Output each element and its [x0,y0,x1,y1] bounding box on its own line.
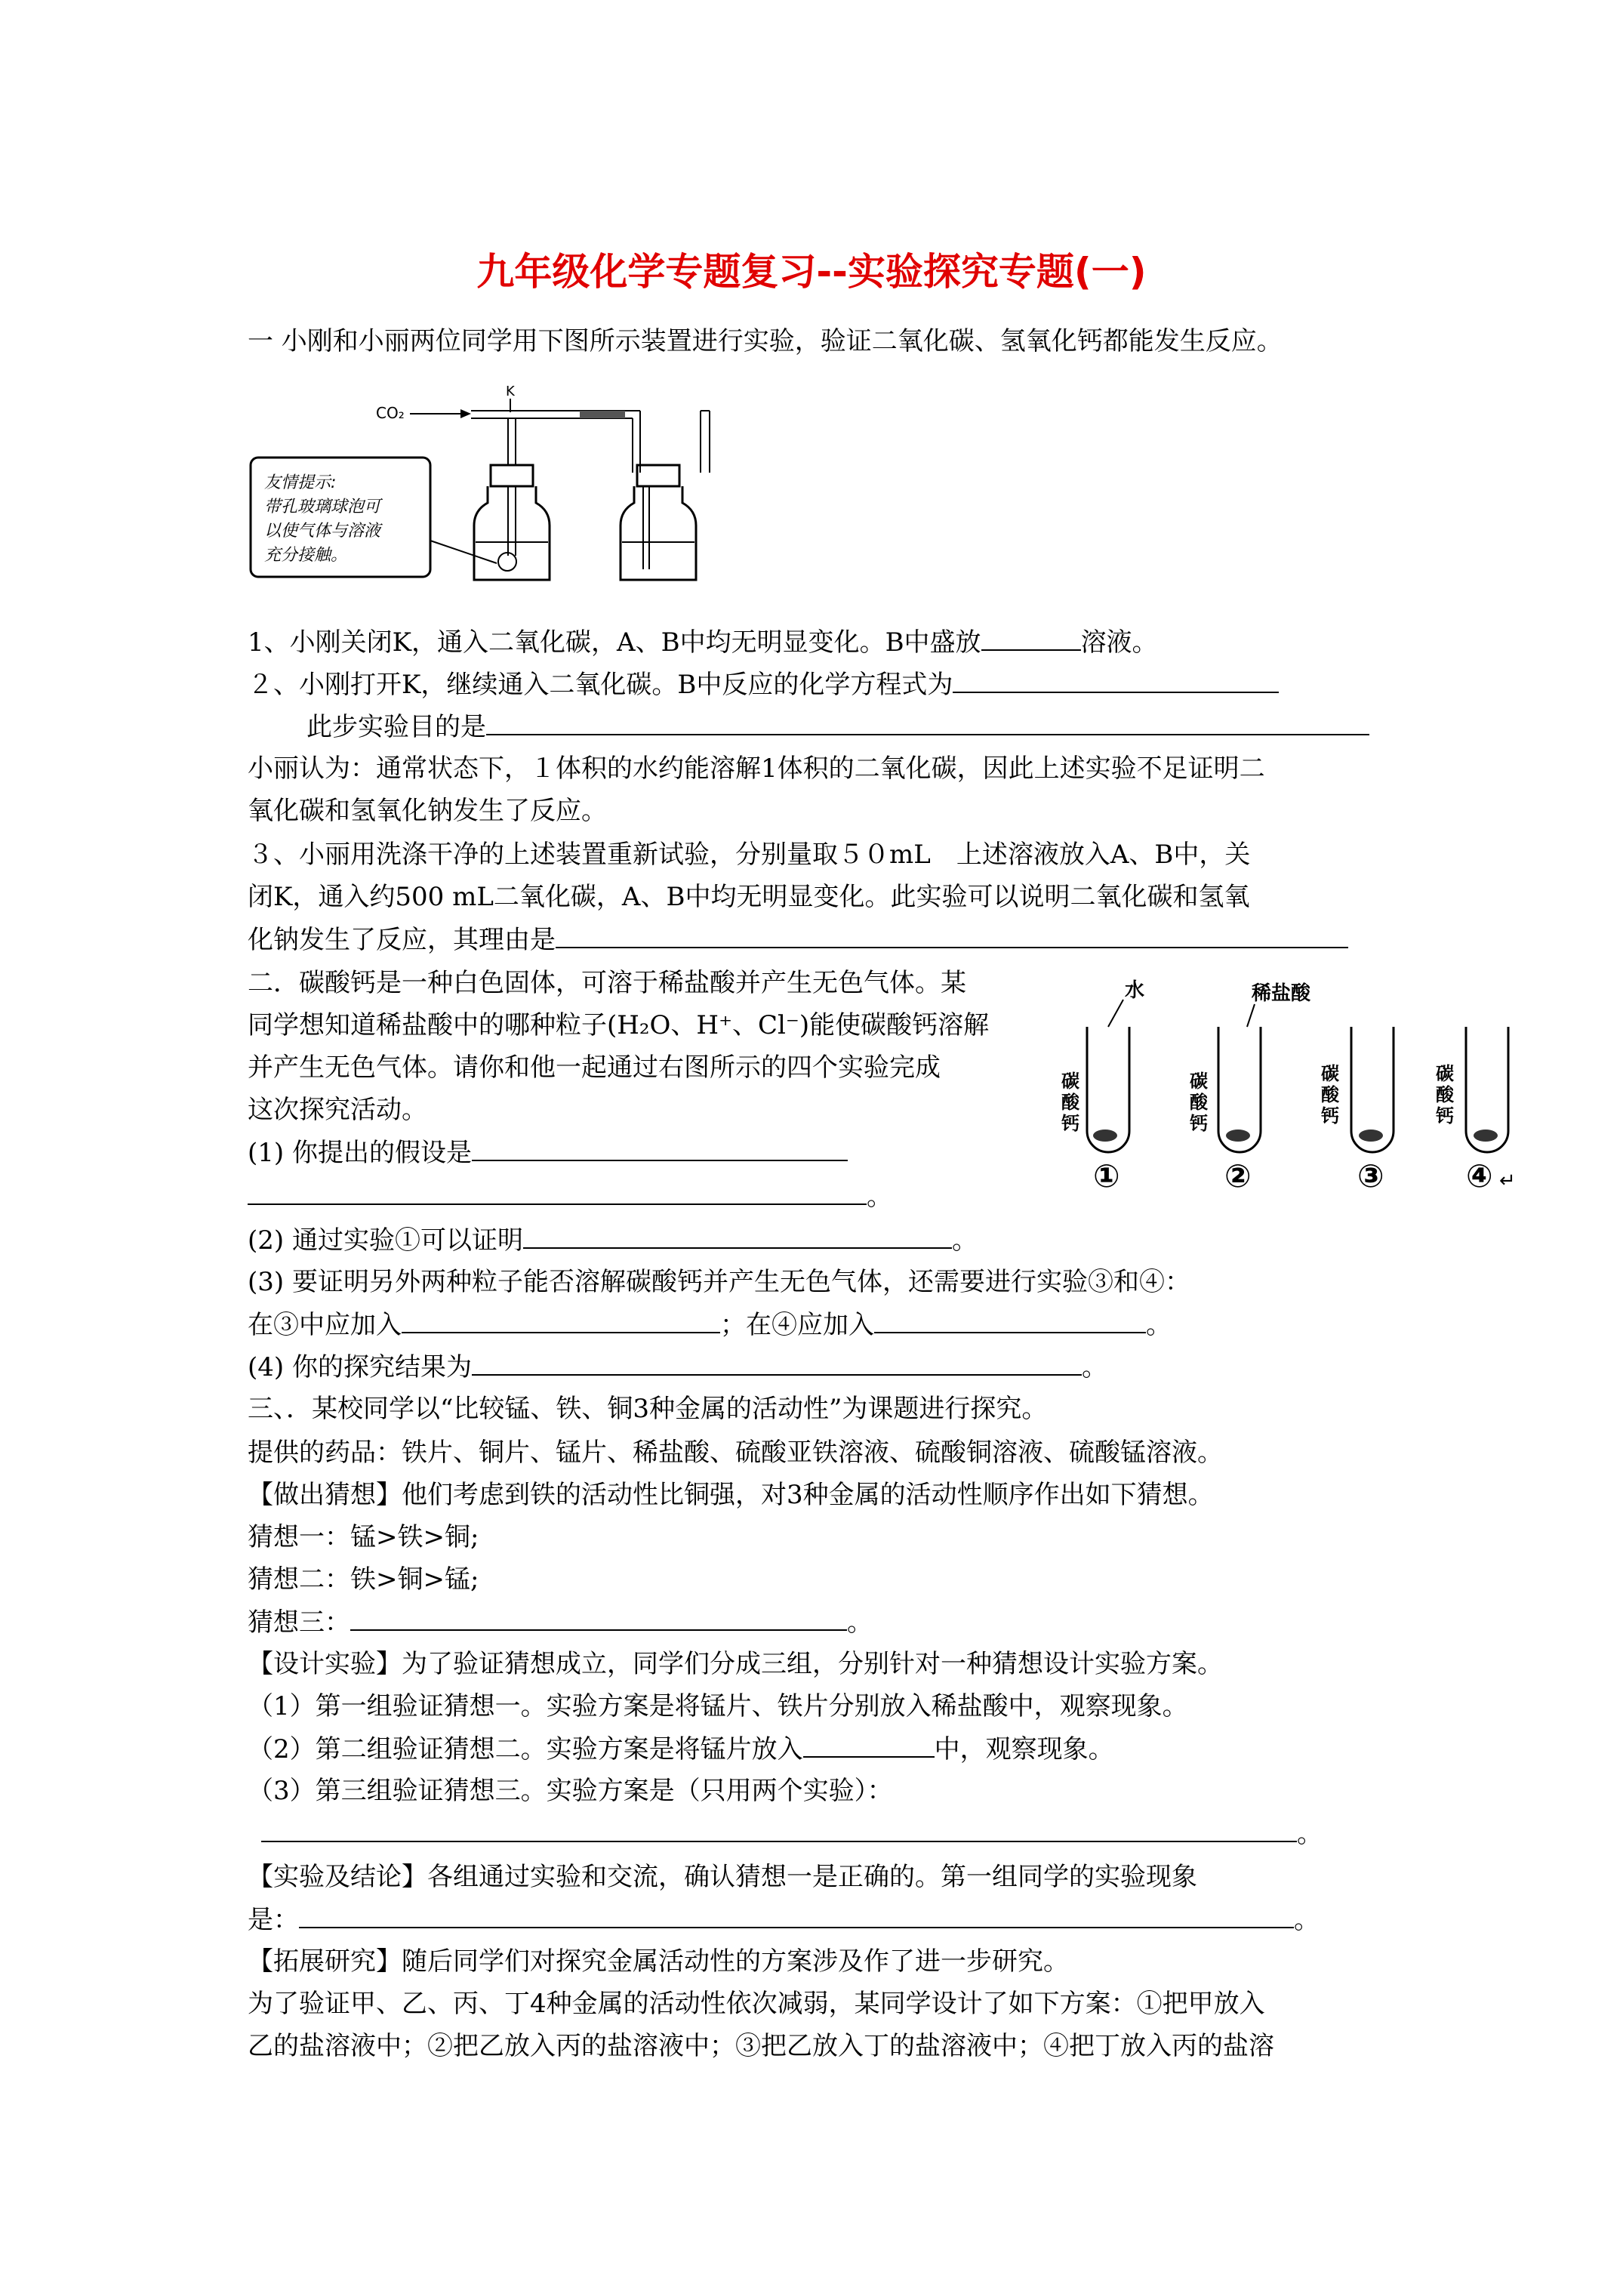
solid-3 [1359,1130,1383,1142]
answer-blank-8[interactable] [402,1308,720,1333]
hint-line-2: 带孔玻璃球泡可 [264,498,381,516]
q3-extension-1: 【拓展研究】随后同学们对探究金属活动性的方案涉及作了进一步研究。 [248,1946,1069,1977]
svg-text:钙: 钙 [1190,1113,1208,1134]
q1-xiaoli-2: 氧化碳和氢氧化钠发生了反应。 [248,796,607,826]
answer-blank-11[interactable] [350,1605,847,1631]
q3-conclusion-2: 是： 。 [248,1903,1320,1937]
q3-exp-1: （1）第一组验证猜想一。实验方案是将锰片、铁片分别放入稀盐酸中，观察现象。 [248,1691,1188,1721]
svg-text:碳: 碳 [1321,1063,1339,1084]
answer-blank-5[interactable] [472,1136,848,1161]
acid-label: 稀盐酸 [1252,982,1311,1005]
q2-line-2: 同学想知道稀盐酸中的哪种粒子(H₂O、H⁺、Cl⁻)能使碳酸钙溶解 [248,1010,990,1040]
hint-line-4: 充分接触。 [264,546,348,565]
gas-apparatus-figure [248,374,723,586]
q3-guess-2: 猜想二：铁>铜>锰; [248,1564,479,1595]
page-title: 九年级化学专题复习--实验探究专题(一) [476,250,1147,294]
q1-step2-purpose: 此步实验目的是 [306,710,1369,744]
q3-exp-2: （2）第二组验证猜想二。实验方案是将锰片放入 中，观察现象。 [248,1732,1114,1766]
return-mark: ↵ [1499,1170,1516,1192]
q1-step2: ２、小刚打开K，继续通入二氧化碳。B中反应的化学方程式为 [248,667,1279,701]
stopper-b [637,465,679,486]
svg-text:碳: 碳 [1061,1071,1079,1092]
answer-blank-7[interactable] [523,1223,952,1249]
rubber-joint [580,411,625,418]
svg-text:酸: 酸 [1190,1092,1208,1113]
q2-line-1: 二．碳酸钙是一种白色固体，可溶于稀盐酸并产生无色气体。某 [248,968,966,998]
q2-part3-blanks: 在③中应加入 ；在④应加入 。 [248,1308,1172,1342]
q3-line-2: 提供的药品：铁片、铜片、锰片、稀盐酸、硫酸亚铁溶液、硫酸铜溶液、硫酸锰溶液。 [248,1438,1223,1468]
svg-text:酸: 酸 [1436,1084,1454,1105]
q1-xiaoli-1: 小丽认为：通常状态下，１体积的水约能溶解1体积的二氧化碳，因此上述实验不足证明二 [248,754,1265,784]
answer-blank-2[interactable] [953,667,1279,693]
q1-step3-3: 化钠发生了反应，其理由是 [248,923,1348,957]
svg-text:碳: 碳 [1190,1071,1208,1092]
q3-line-7: 【设计实验】为了验证猜想成立，同学们分成三组，分别针对一种猜想设计实验方案。 [248,1649,1223,1679]
svg-text:钙: 钙 [1061,1113,1079,1134]
q2-part2: (2) 通过实验①可以证明 。 [248,1223,978,1257]
q2-part3: (3) 要证明另外两种粒子能否溶解碳酸钙并产生无色气体，还需要进行实验③和④： [248,1267,1190,1297]
svg-text:钙: 钙 [1321,1105,1339,1126]
answer-blank-4[interactable] [556,923,1348,948]
q3-extension-2: 为了验证甲、乙、丙、丁4种金属的活动性依次减弱，某同学设计了如下方案：①把甲放入 [248,1989,1265,2019]
solid-4 [1474,1130,1498,1142]
q1-step1: 1、小刚关闭K，通入二氧化碳，A、B中均无明显变化。B中盛放 溶液。 [248,625,1158,659]
q3-exp-3: （3）第三组验证猜想三。实验方案是（只用两个实验）： [248,1776,893,1806]
q2-part4: (4) 你的探究结果为 。 [248,1350,1107,1384]
q3-guess-3: 猜想三： 。 [248,1605,873,1639]
q3-extension-3: 乙的盐溶液中；②把乙放入丙的盐溶液中；③把乙放入丁的盐溶液中；④把丁放入丙的盐溶 [248,2031,1274,2061]
k-label: K [506,384,515,399]
svg-text:酸: 酸 [1061,1092,1079,1113]
tube-number-1: ① [1093,1157,1120,1194]
svg-text:酸: 酸 [1321,1084,1339,1105]
answer-blank-12[interactable] [803,1732,935,1758]
q2-line-4: 这次探究活动。 [248,1095,427,1125]
test-tube-figure [1057,974,1525,1208]
tube-number-2: ② [1224,1157,1252,1194]
svg-text:碳: 碳 [1436,1063,1454,1084]
answer-blank-9[interactable] [874,1308,1146,1333]
stopper-a [491,465,533,486]
q1-step3-1: ３、小丽用洗涤干净的上述装置重新试验，分别量取５０mL 上述溶液放入A、B中，关 [248,840,1251,870]
bottle-b [621,486,696,580]
q3-line-1: 三、．某校同学以“比较锰、铁、铜3种金属的活动性”为课题进行探究。 [248,1394,1048,1424]
hint-line-1: 友情提示: [264,473,337,492]
q3-line-3: 【做出猜想】他们考虑到铁的活动性比铜强，对3种金属的活动性顺序作出如下猜想。 [248,1480,1214,1510]
answer-blank-10[interactable] [472,1350,1082,1376]
q3-guess-1: 猜想一：锰>铁>铜; [248,1522,479,1552]
co2-label: CO₂ [376,404,405,422]
q2-part1: (1) 你提出的假设是 [248,1136,848,1170]
q1-intro: 一 小刚和小丽两位同学用下图所示装置进行实验，验证二氧化碳、氢氧化钙都能发生反应。 [248,326,1283,356]
answer-blank-1[interactable] [981,625,1081,651]
answer-blank-6[interactable] [248,1179,867,1205]
answer-blank-3[interactable] [486,710,1369,735]
co2-arrowhead [460,409,471,418]
bottle-a [474,486,550,580]
tube-number-3: ③ [1357,1157,1384,1194]
q3-conclusion-1: 【实验及结论】各组通过实验和交流，确认猜想一是正确的。第一组同学的实验现象 [248,1862,1197,1892]
solid-2 [1226,1130,1250,1142]
answer-blank-13[interactable] [261,1817,1297,1842]
q2-part1-cont: 。 [248,1179,892,1213]
hint-pointer [430,541,497,563]
solid-1 [1093,1130,1117,1142]
hint-line-3: 以使气体与溶液 [264,522,381,541]
answer-blank-14[interactable] [299,1903,1294,1928]
q1-step3-2: 闭K，通入约500 mL二氧化碳，A、B中均无明显变化。此实验可以说明二氧化碳和氢氧 [248,882,1250,912]
q3-exp-3-answer: 。 [261,1817,1323,1851]
water-label: 水 [1125,979,1145,1002]
svg-text:钙: 钙 [1436,1105,1454,1126]
tube-number-4: ④ [1466,1157,1493,1194]
q2-line-3: 并产生无色气体。请你和他一起通过右图所示的四个实验完成 [248,1052,941,1083]
